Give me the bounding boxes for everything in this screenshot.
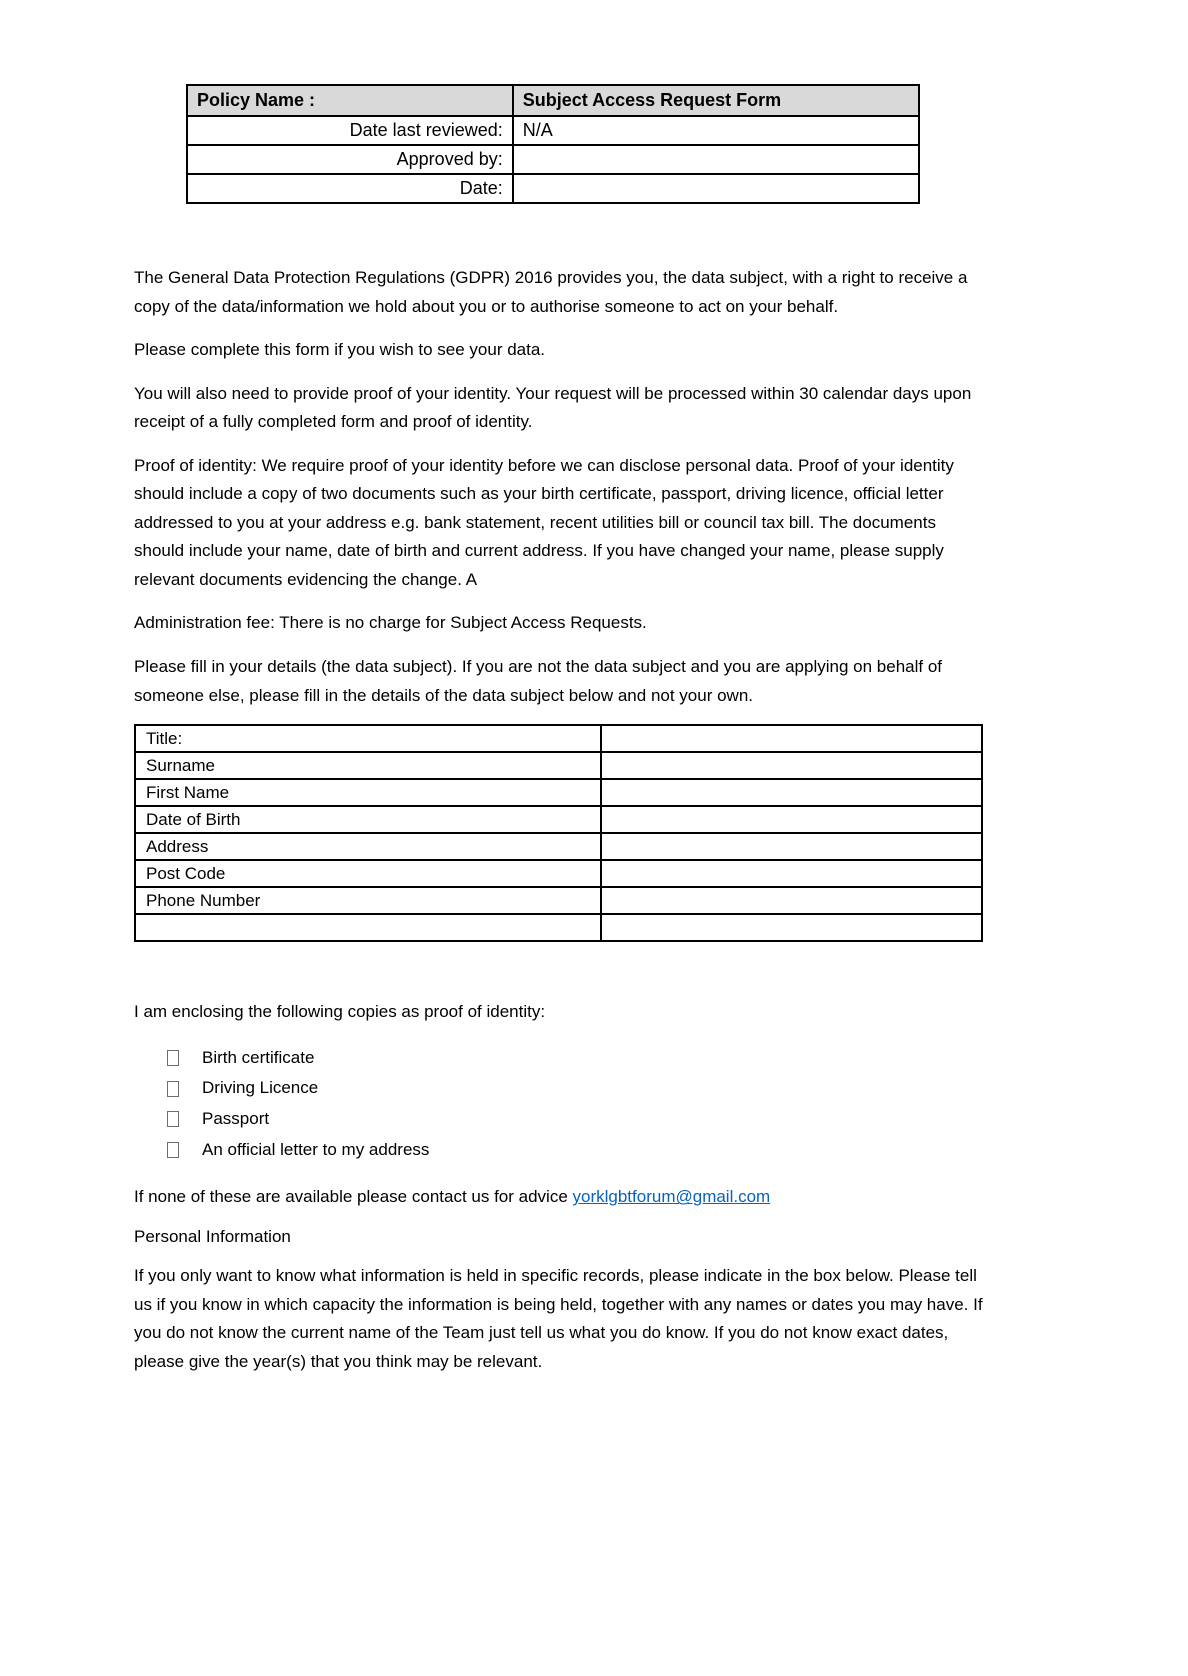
policy-row-approved-by (187, 145, 919, 174)
intro-paragraph-proof-of-identity: Proof of identity: We require proof of your identity before we can disclose personal data. Proof of your identity should include a copy of two documents such as your birth certificate, passport, driving licence, official letter addressed to you at your address e.g. bank statement, recent utilities bill or council tax bill. The documents should include your name, date of birth and current address. If you have changed your name, please supply relevant documents evidencing the change. A (134, 455, 954, 589)
checkbox-icon[interactable] (167, 1142, 179, 1158)
details-row-first-name (135, 779, 982, 806)
post-code-label: Post Code (135, 860, 601, 887)
checkbox-label: Driving Licence (202, 1078, 319, 1098)
date-label: Date: (187, 174, 513, 203)
personal-information-heading: Personal Information (134, 1226, 291, 1246)
intro-paragraph-fill-details: Please fill in your details (the data subject). If you are not the data subject and you are applying on behalf of someone else, please fill in the details of the data subject below and not your own. (134, 657, 943, 705)
blank-label (135, 914, 601, 941)
proof-lead: I am enclosing the following copies as proof of identity: (134, 1002, 546, 1022)
blank-value[interactable] (601, 914, 982, 941)
date-last-reviewed-value: N/A (513, 116, 919, 145)
policy-row-date-reviewed (187, 116, 919, 145)
personal-information-body: If you only want to know what information is held in specific records, please indicate in the box below. Please tell us if you know in which capacity the information is being held, together with any names or dates you may have. If you do not know the current name of the Team just tell us what you do know. If you do not know exact dates, please give the year(s) that you think may be relevant. (134, 1265, 983, 1371)
date-value[interactable] (513, 174, 919, 203)
intro-paragraph-gdpr: The General Data Protection Regulations (GDPR) 2016 provides you, the data subject, with a right to receive a copy of the data/information we hold about you or to authorise someone to act on your behalf. (134, 268, 968, 316)
advice-text: If none of these are available please contact us for advice (134, 1187, 573, 1207)
policy-name-label: Policy Name : (187, 85, 513, 116)
details-row-date-of-birth (135, 806, 982, 833)
details-row-blank (135, 914, 982, 941)
first-name-value[interactable] (601, 779, 982, 806)
checkbox-icon[interactable] (167, 1081, 179, 1097)
intro-paragraph-complete-form: Please complete this form if you wish to see your data. (134, 340, 546, 360)
proof-check-list (167, 1049, 983, 1160)
details-row-phone-number (135, 887, 982, 914)
details-row-surname (135, 752, 982, 779)
checkbox-label: Birth certificate (202, 1047, 315, 1067)
title-value[interactable] (601, 725, 982, 752)
phone-number-value[interactable] (601, 887, 982, 914)
checkbox-icon[interactable] (167, 1111, 179, 1127)
date-of-birth-label: Date of Birth (135, 806, 601, 833)
details-row-address (135, 833, 982, 860)
first-name-label: First Name (135, 779, 601, 806)
checkbox-item-birth-certificate (167, 1049, 983, 1068)
checkbox-label: Passport (202, 1109, 270, 1129)
intro-paragraph-proof-needed: You will also need to provide proof of your identity. Your request will be processed within 30 calendar days upon receipt of a fully completed form and proof of identity. (134, 383, 972, 432)
policy-table (186, 84, 920, 204)
policy-name-value: Subject Access Request Form (513, 85, 919, 116)
approved-by-label: Approved by: (187, 145, 513, 174)
checkbox-item-official-letter (167, 1141, 983, 1160)
surname-value[interactable] (601, 752, 982, 779)
address-value[interactable] (601, 833, 982, 860)
address-label: Address (135, 833, 601, 860)
checkbox-item-driving-licence (167, 1079, 983, 1098)
details-table (134, 724, 983, 942)
policy-row-date (187, 174, 919, 203)
checkbox-item-passport (167, 1110, 983, 1129)
details-row-post-code (135, 860, 982, 887)
phone-number-label: Phone Number (135, 887, 601, 914)
intro-paragraph-admin-fee: Administration fee: There is no charge for Subject Access Requests. (134, 613, 647, 633)
post-code-value[interactable] (601, 860, 982, 887)
advice-line (134, 1183, 983, 1212)
surname-label: Surname (135, 752, 601, 779)
checkbox-icon[interactable] (167, 1050, 179, 1066)
title-label: Title: (135, 725, 601, 752)
date-of-birth-value[interactable] (601, 806, 982, 833)
checkbox-label: An official letter to my address (202, 1139, 430, 1159)
date-last-reviewed-label: Date last reviewed: (187, 116, 513, 145)
policy-row-header (187, 85, 919, 116)
approved-by-value[interactable] (513, 145, 919, 174)
email-link[interactable]: yorklgbtforum@gmail.com (572, 1187, 771, 1207)
details-row-title (135, 725, 982, 752)
